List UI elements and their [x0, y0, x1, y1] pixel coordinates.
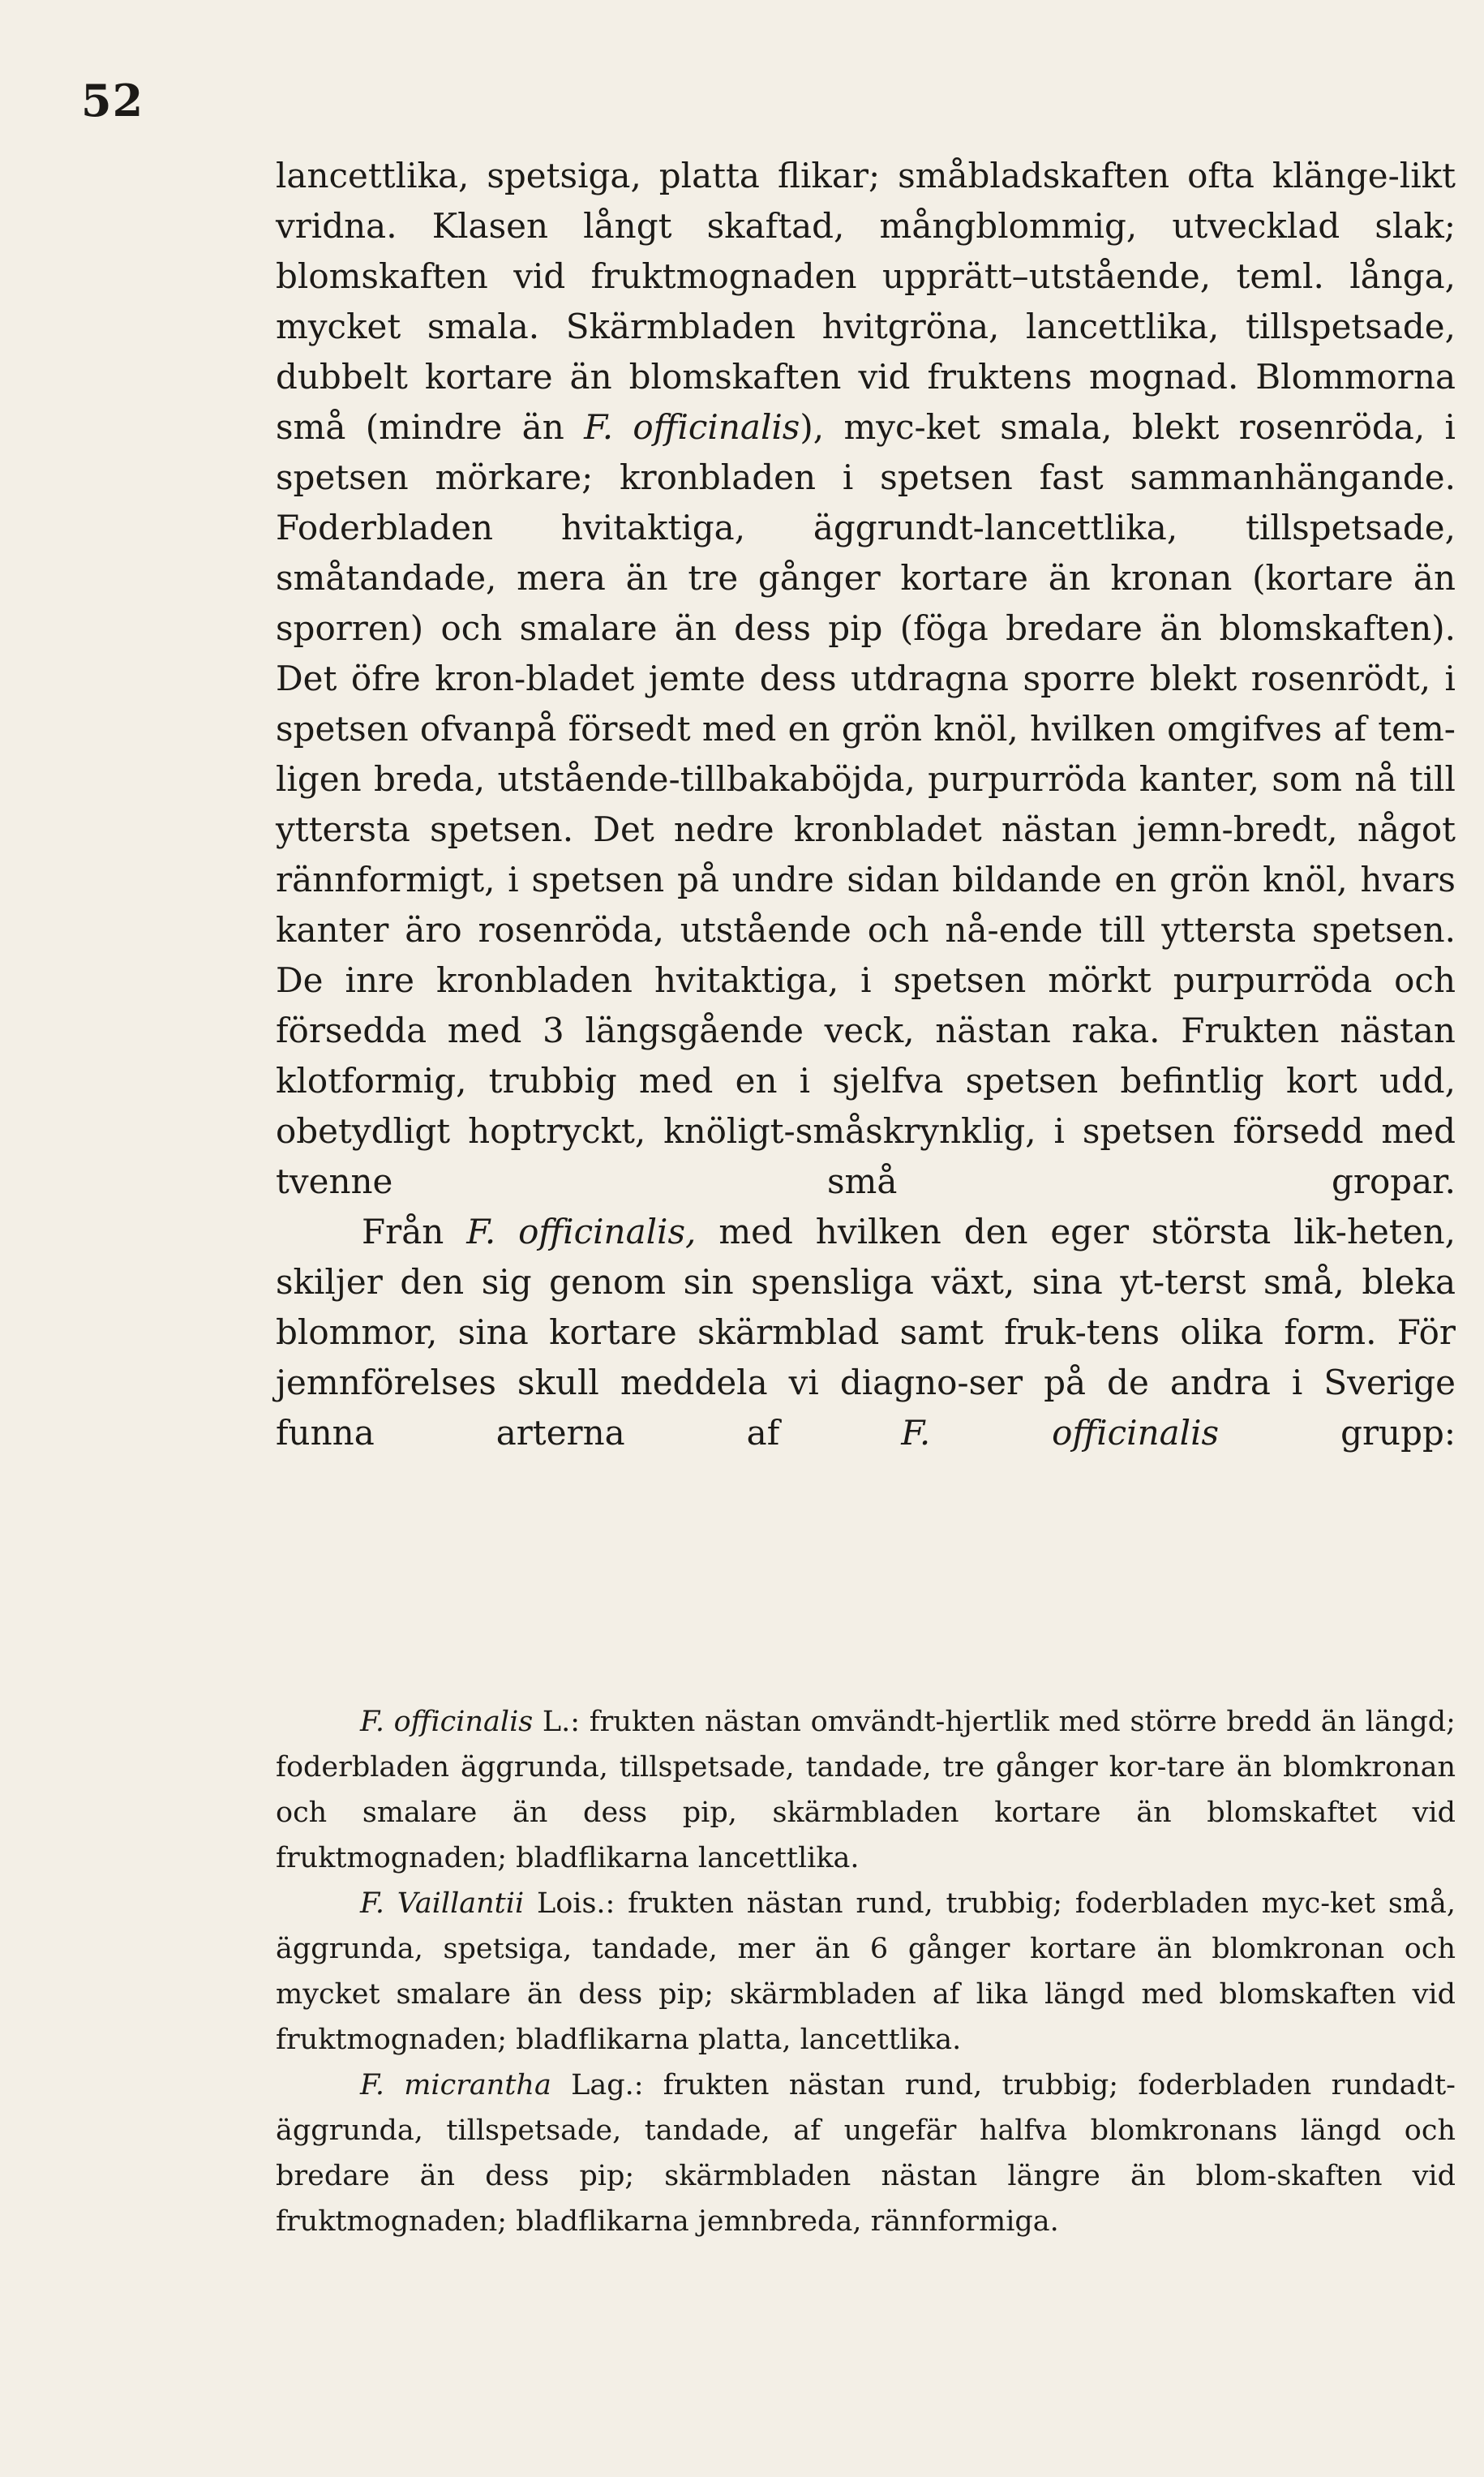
species-entry	[276, 1699, 1456, 1881]
species-reference: F. officinalis	[901, 1413, 1220, 1453]
species-description: frukten nästan rund, trubbig; foderbladen rundadt-äggrunda, tillspetsade, tandade, af ungefär halfva blomkronans längd och bredare än dess pip; skärmbladen nästan längre än blom-skaften vid fruktmognaden; bladflikarna jemnbreda, rännformiga.	[276, 2069, 1456, 2238]
main-text	[276, 151, 1456, 1458]
species-diagnoses	[276, 1699, 1456, 2244]
species-author: L.:	[542, 1706, 581, 1738]
species-entry	[276, 2063, 1456, 2244]
comparison-text-2: med hvilken den eger största lik-heten, skiljer den sig genom sin spensliga växt, sina yt-terst små, bleka blommor, sina kortare skärmblad samt fruk-tens olika form. För jemnförelses skull meddela vi diagno-ser på de andra i Sverige funna arterna af	[276, 1212, 1456, 1453]
species-author: Lois.:	[536, 1887, 615, 1920]
comparison-text-3: grupp:	[1340, 1413, 1456, 1453]
comparison-text-1: Från	[362, 1212, 444, 1251]
species-reference: F. officinalis,	[466, 1212, 697, 1251]
page-number: 52	[81, 75, 144, 127]
species-name: F. officinalis	[360, 1706, 534, 1738]
species-entry	[276, 1881, 1456, 2063]
description-text-1: lancettlika, spetsiga, platta flikar; småbladskaften ofta klänge-likt vridna. Klasen långt skaftad, mångblommig, utvecklad slak; blomskaften vid fruktmognaden upprätt–utstående, teml. långa, mycket smala. Skärmbladen hvitgröna, lancettlika, tillspetsade, dubbelt kortare än blomskaften vid fruktens mognad. Blommorna små (mindre än	[276, 156, 1456, 447]
description-paragraph	[276, 151, 1456, 1207]
description-text-2: ), myc-ket smala, blekt rosenröda, i spetsen mörkare; kronbladen i spetsen fast sammanhängande. Foderbladen hvitaktiga, äggrundt-lancettlika, tillspetsade, småtandade, mera än tre gånger kortare än kronan (kortare än sporren) och smalare än dess pip (föga bredare än blomskaften). Det öfre kron-bladet jemte dess utdragna sporre blekt rosenrödt, i spetsen ofvanpå försedt med en grön knöl, hvilken omgifves af tem-ligen breda, utstående-tillbakaböjda, purpurröda kanter, som nå till yttersta spetsen. Det nedre kronbladet nästan jemn-bredt, något rännformigt, i spetsen på undre sidan bildande en grön knöl, hvars kanter äro rosenröda, utstående och nå-ende till yttersta spetsen. De inre kronbladen hvitaktiga, i spetsen mörkt purpurröda och försedda med 3 längsgående veck, nästan raka. Frukten nästan klotformig, trubbig med en i sjelfva spetsen befintlig kort udd, obetydligt hoptryckt, knöligt-småskrynklig, i spetsen försedd med tvenne små gropar.	[276, 407, 1456, 1201]
species-author: Lag.:	[571, 2069, 644, 2101]
species-reference: F. officinalis	[584, 407, 800, 447]
species-description: frukten nästan omvändt-hjertlik med större bredd än längd; foderbladen äggrunda, tillspetsade, tandade, tre gånger kor-tare än blomkronan och smalare än dess pip, skärmbladen kortare än blomskaftet vid fruktmognaden; bladflikarna lancettlika.	[276, 1706, 1456, 1874]
species-name: F. Vaillantii	[360, 1887, 525, 1920]
species-name: F. micrantha	[360, 2069, 551, 2101]
species-description: frukten nästan rund, trubbig; foderbladen myc-ket små, äggrunda, spetsiga, tandade, mer än 6 gånger kortare än blomkronan och mycket smalare än dess pip; skärmbladen af lika längd med blomskaften vid fruktmognaden; bladflikarna platta, lancettlika.	[276, 1887, 1456, 2056]
comparison-paragraph	[276, 1207, 1456, 1458]
